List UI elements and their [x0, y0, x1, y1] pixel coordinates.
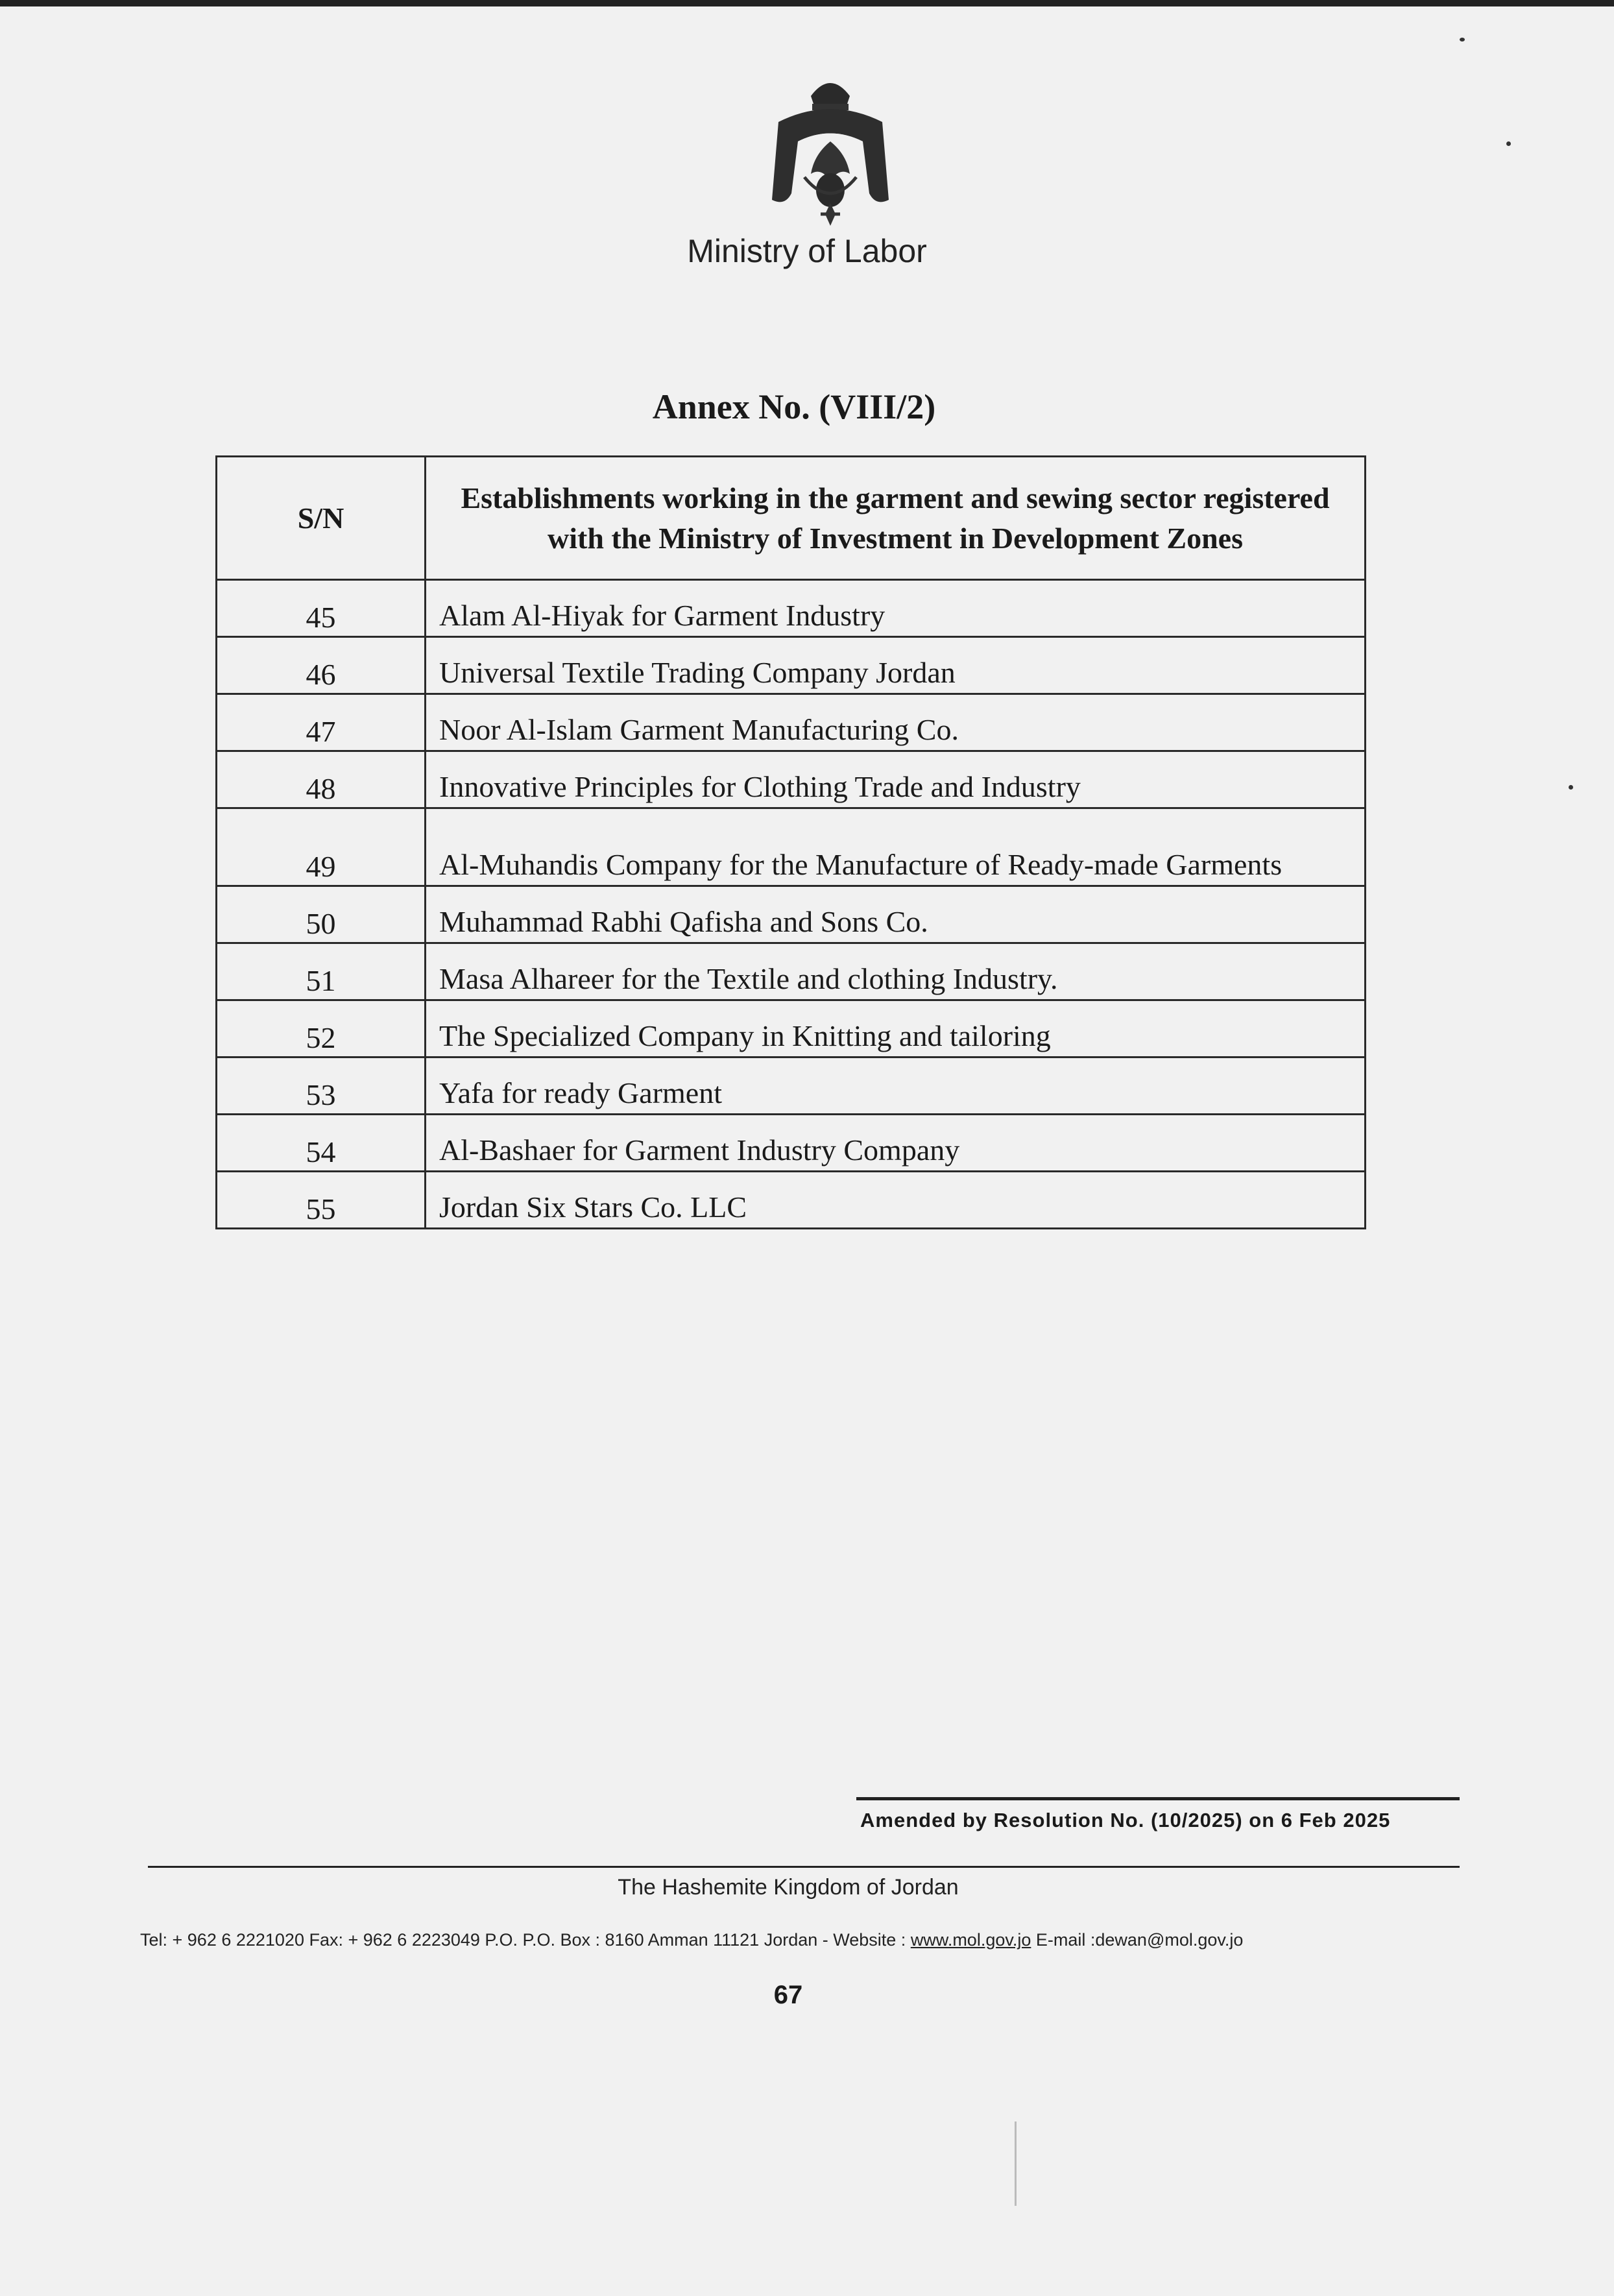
row-name: The Specialized Company in Knitting and tailoring	[426, 1000, 1366, 1057]
footer-contact-prefix: Tel: + 962 6 2221020 Fax: + 962 6 2223049 P.O. P.O. Box : 8160 Amman 11121 Jordan - Website :	[140, 1930, 911, 1950]
row-sn: 53	[217, 1057, 426, 1115]
jordan-royal-crest-icon	[759, 70, 902, 232]
table-row	[217, 580, 1366, 637]
row-sn: 47	[217, 694, 426, 751]
row-name: Al-Muhandis Company for the Manufacture of Ready-made Garments	[426, 808, 1366, 886]
table-row	[217, 1172, 1366, 1229]
row-sn: 48	[217, 751, 426, 808]
row-name: Jordan Six Stars Co. LLC	[426, 1172, 1366, 1229]
table-row	[217, 694, 1366, 751]
row-name: Innovative Principles for Clothing Trade and Industry	[426, 751, 1366, 808]
row-sn: 54	[217, 1115, 426, 1172]
table-row	[217, 1115, 1366, 1172]
header-sn: S/N	[217, 457, 426, 580]
scan-top-edge	[0, 0, 1614, 6]
header-establishment: Establishments working in the garment and sewing sector registered with the Ministry of Investment in Development Zones	[426, 457, 1366, 580]
row-sn: 46	[217, 637, 426, 694]
amendment-note: Amended by Resolution No. (10/2025) on 6 Feb 2025	[860, 1809, 1391, 1831]
scan-speck	[1460, 38, 1465, 42]
establishments-table	[215, 455, 1366, 1229]
row-sn: 55	[217, 1172, 426, 1229]
table-row	[217, 808, 1366, 886]
footer-contact-line	[140, 1930, 1243, 1950]
annex-title: Annex No. (VIII/2)	[652, 387, 936, 426]
row-name: Muhammad Rabhi Qafisha and Sons Co.	[426, 886, 1366, 943]
row-name: Alam Al-Hiyak for Garment Industry	[426, 580, 1366, 637]
row-name: Universal Textile Trading Company Jordan	[426, 637, 1366, 694]
table-row	[217, 1000, 1366, 1057]
row-sn: 50	[217, 886, 426, 943]
row-sn: 49	[217, 808, 426, 886]
footer-website-link[interactable]: www.mol.gov.jo	[910, 1930, 1031, 1950]
table-row	[217, 637, 1366, 694]
scan-speck	[1015, 2121, 1017, 2206]
footer-contact-suffix: E-mail :dewan@mol.gov.jo	[1031, 1930, 1244, 1950]
row-sn: 45	[217, 580, 426, 637]
row-name: Yafa for ready Garment	[426, 1057, 1366, 1115]
scan-speck	[1569, 785, 1573, 790]
row-sn: 52	[217, 1000, 426, 1057]
table-header-row	[217, 457, 1366, 580]
row-sn: 51	[217, 943, 426, 1000]
ministry-name: Ministry of Labor	[687, 233, 927, 269]
footer-divider	[148, 1866, 1460, 1868]
table-row	[217, 943, 1366, 1000]
footer-kingdom: The Hashemite Kingdom of Jordan	[618, 1875, 959, 1900]
row-name: Noor Al-Islam Garment Manufacturing Co.	[426, 694, 1366, 751]
amendment-divider	[856, 1797, 1460, 1800]
page-number: 67	[773, 1981, 803, 2009]
row-name: Al-Bashaer for Garment Industry Company	[426, 1115, 1366, 1172]
table-row	[217, 886, 1366, 943]
row-name: Masa Alhareer for the Textile and clothing Industry.	[426, 943, 1366, 1000]
table-row	[217, 1057, 1366, 1115]
table-row	[217, 751, 1366, 808]
scan-speck	[1506, 141, 1511, 146]
